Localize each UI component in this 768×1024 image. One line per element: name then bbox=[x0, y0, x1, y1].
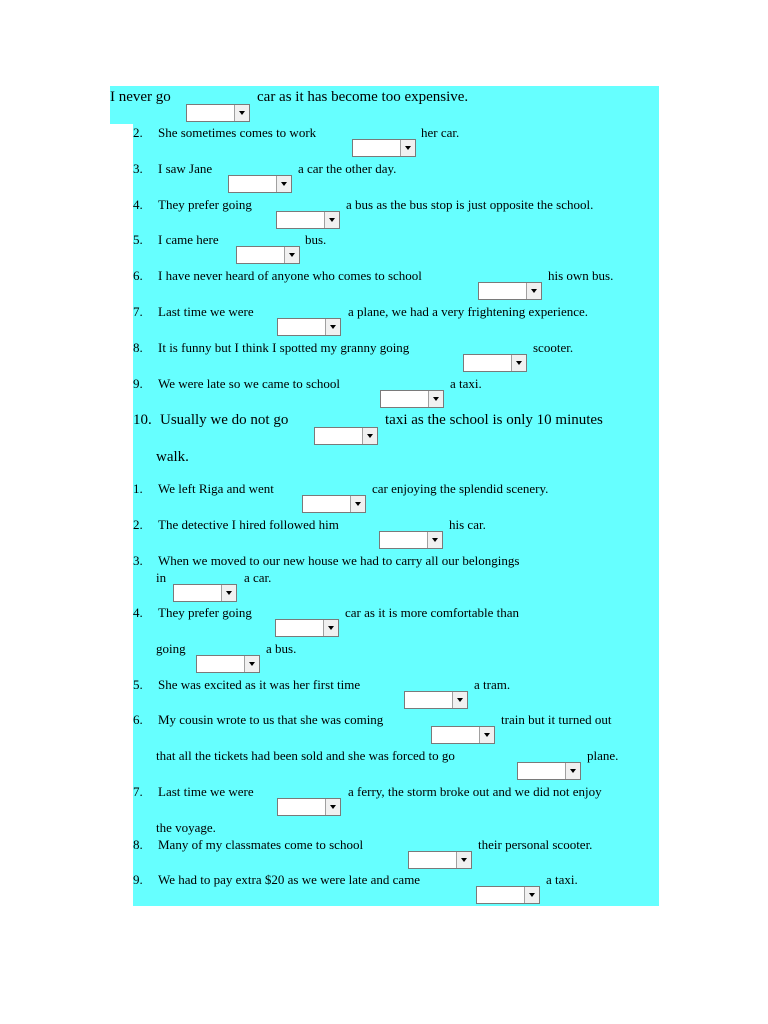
s2-q7-text-before: Last time we were bbox=[158, 784, 254, 799]
s2-q9-text-before: We had to pay extra $20 as we were late and came bbox=[158, 872, 421, 887]
s2-q5-text-after: a tram. bbox=[474, 677, 511, 692]
s1-q2-answer-dropdown[interactable] bbox=[352, 139, 416, 157]
s1-q5-text-before: I came here bbox=[158, 232, 219, 247]
chevron-down-icon bbox=[324, 212, 339, 228]
s1-q9-text-after: a taxi. bbox=[450, 376, 482, 391]
s1-q3-number: 3. bbox=[133, 161, 143, 176]
s1-q7-text-after: a plane, we had a very frightening experience. bbox=[348, 304, 589, 319]
s1-q6-answer-dropdown[interactable] bbox=[478, 282, 542, 300]
s2-q4-text-after: car as it is more comfortable than bbox=[345, 605, 519, 620]
chevron-down-icon bbox=[427, 532, 442, 548]
s2-q7-answer-dropdown[interactable] bbox=[277, 798, 341, 816]
s2-q8-text-after: their personal scooter. bbox=[478, 837, 593, 852]
s2-q2-number: 2. bbox=[133, 517, 143, 532]
s2-q9-number: 9. bbox=[133, 872, 143, 887]
s1-q3-answer-dropdown[interactable] bbox=[228, 175, 292, 193]
s1-q8-text-after: scooter. bbox=[533, 340, 574, 355]
s2-q3-text-line2-after: a car. bbox=[244, 570, 272, 585]
chevron-down-icon bbox=[456, 852, 471, 868]
chevron-down-icon bbox=[565, 763, 580, 779]
s2-q7-text-after: a ferry, the storm broke out and we did not enjoy bbox=[348, 784, 602, 799]
chevron-down-icon bbox=[350, 496, 365, 512]
s1-q6-number: 6. bbox=[133, 268, 143, 283]
s1-q10-text-continued: walk. bbox=[156, 449, 189, 465]
s2-q4-answer-dropdown-1[interactable] bbox=[275, 619, 339, 637]
chevron-down-icon bbox=[325, 319, 340, 335]
chevron-down-icon bbox=[511, 355, 526, 371]
s1-q5-number: 5. bbox=[133, 232, 143, 247]
s1-q2-text-before: She sometimes comes to work bbox=[158, 125, 317, 140]
s2-q1-text-after: car enjoying the splendid scenery. bbox=[372, 481, 549, 496]
s2-q6-answer-dropdown-2[interactable] bbox=[517, 762, 581, 780]
s2-q4-text-line2-after: a bus. bbox=[266, 641, 297, 656]
s1-q7-number: 7. bbox=[133, 304, 143, 319]
s1-q1-text-after: car as it has become too expensive. bbox=[257, 89, 469, 105]
s1-q10-number: 10. bbox=[133, 412, 152, 428]
chevron-down-icon bbox=[452, 692, 467, 708]
s2-q2-text-before: The detective I hired followed him bbox=[158, 517, 339, 532]
s2-q5-number: 5. bbox=[133, 677, 143, 692]
s2-q6-text-line2-before: that all the tickets had been sold and she was forced to go bbox=[156, 748, 455, 763]
s2-q6-text-line2-after: plane. bbox=[587, 748, 619, 763]
s2-q4-text-line2-before: going bbox=[156, 641, 186, 656]
s1-q10-text-after: taxi as the school is only 10 minutes bbox=[385, 412, 603, 428]
s1-q5-text-after: bus. bbox=[305, 232, 327, 247]
chevron-down-icon bbox=[524, 887, 539, 903]
s2-q7-text-continued: the voyage. bbox=[156, 820, 216, 835]
s1-q7-text-before: Last time we were bbox=[158, 304, 254, 319]
s2-q4-text-before: They prefer going bbox=[158, 605, 252, 620]
s2-q9-text-after: a taxi. bbox=[546, 872, 578, 887]
s2-q8-answer-dropdown[interactable] bbox=[408, 851, 472, 869]
s2-q5-text-before: She was excited as it was her first time bbox=[158, 677, 361, 692]
s2-q1-answer-dropdown[interactable] bbox=[302, 495, 366, 513]
s2-q1-number: 1. bbox=[133, 481, 143, 496]
s1-q9-answer-dropdown[interactable] bbox=[380, 390, 444, 408]
s2-q3-answer-dropdown[interactable] bbox=[173, 584, 237, 602]
s1-q2-number: 2. bbox=[133, 125, 143, 140]
chevron-down-icon bbox=[479, 727, 494, 743]
s1-q4-answer-dropdown[interactable] bbox=[276, 211, 340, 229]
s1-q8-answer-dropdown[interactable] bbox=[463, 354, 527, 372]
s1-q8-text-before: It is funny but I think I spotted my granny going bbox=[158, 340, 410, 355]
s2-q6-text-after: train but it turned out bbox=[501, 712, 612, 727]
s1-q6-text-before: I have never heard of anyone who comes to school bbox=[158, 268, 422, 283]
s1-q1-answer-dropdown[interactable] bbox=[186, 104, 250, 122]
s1-q9-text-before: We were late so we came to school bbox=[158, 376, 340, 391]
s1-q4-text-before: They prefer going bbox=[158, 197, 252, 212]
s1-q7-answer-dropdown[interactable] bbox=[277, 318, 341, 336]
s2-q5-answer-dropdown[interactable] bbox=[404, 691, 468, 709]
s2-q2-text-after: his car. bbox=[449, 517, 486, 532]
chevron-down-icon bbox=[526, 283, 541, 299]
s1-q10-answer-dropdown[interactable] bbox=[314, 427, 378, 445]
s1-q1-text-before: I never go bbox=[110, 89, 171, 105]
s2-q3-text-line2-before: in bbox=[156, 570, 167, 585]
s1-q4-text-after: a bus as the bus stop is just opposite the school. bbox=[346, 197, 594, 212]
s1-q8-number: 8. bbox=[133, 340, 143, 355]
s1-q2-text-after: her car. bbox=[421, 125, 460, 140]
s2-q3-text-before: When we moved to our new house we had to carry all our belongings bbox=[158, 553, 520, 568]
chevron-down-icon bbox=[400, 140, 415, 156]
s1-q3-text-before: I saw Jane bbox=[158, 161, 213, 176]
chevron-down-icon bbox=[428, 391, 443, 407]
chevron-down-icon bbox=[325, 799, 340, 815]
s2-q2-answer-dropdown[interactable] bbox=[379, 531, 443, 549]
s1-q6-text-after: his own bus. bbox=[548, 268, 614, 283]
s2-q8-text-before: Many of my classmates come to school bbox=[158, 837, 364, 852]
s2-q6-number: 6. bbox=[133, 712, 143, 727]
s1-q9-number: 9. bbox=[133, 376, 143, 391]
s2-q4-answer-dropdown-2[interactable] bbox=[196, 655, 260, 673]
s2-q7-number: 7. bbox=[133, 784, 143, 799]
chevron-down-icon bbox=[221, 585, 236, 601]
s1-q10-text-before: Usually we do not go bbox=[160, 412, 289, 428]
s2-q6-answer-dropdown-1[interactable] bbox=[431, 726, 495, 744]
s2-q4-number: 4. bbox=[133, 605, 143, 620]
s1-q5-answer-dropdown[interactable] bbox=[236, 246, 300, 264]
chevron-down-icon bbox=[276, 176, 291, 192]
chevron-down-icon bbox=[362, 428, 377, 444]
chevron-down-icon bbox=[244, 656, 259, 672]
chevron-down-icon bbox=[323, 620, 338, 636]
s2-q1-text-before: We left Riga and went bbox=[158, 481, 274, 496]
s2-q9-answer-dropdown[interactable] bbox=[476, 886, 540, 904]
s2-q6-text-before: My cousin wrote to us that she was coming bbox=[158, 712, 384, 727]
s2-q3-number: 3. bbox=[133, 553, 143, 568]
s1-q3-text-after: a car the other day. bbox=[298, 161, 397, 176]
s2-q8-number: 8. bbox=[133, 837, 143, 852]
chevron-down-icon bbox=[234, 105, 249, 121]
chevron-down-icon bbox=[284, 247, 299, 263]
s1-q4-number: 4. bbox=[133, 197, 143, 212]
